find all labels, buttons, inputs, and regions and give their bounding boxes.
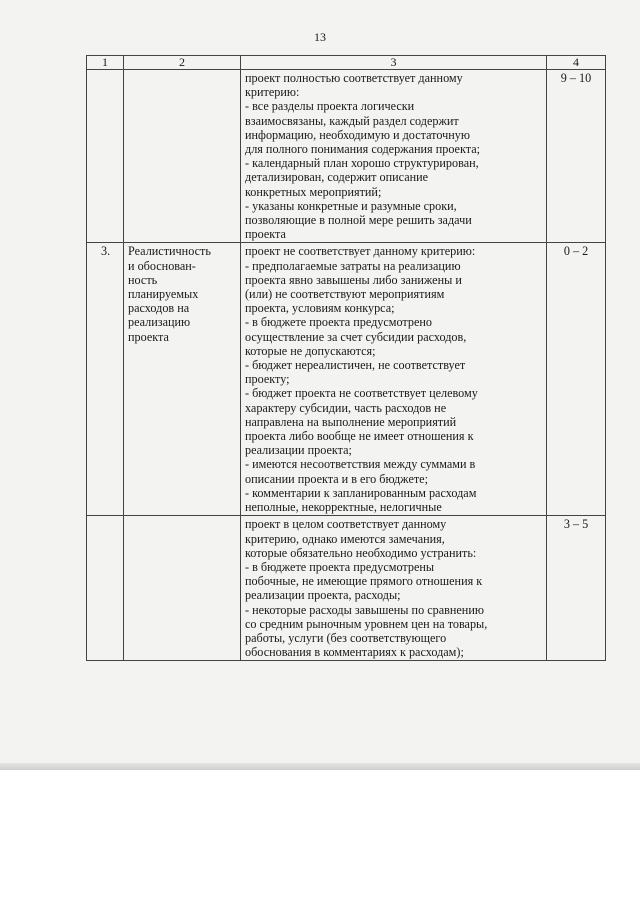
page-edge-shadow (0, 763, 640, 770)
description-line: побочные, не имеющие прямого отношения к (245, 574, 483, 589)
description-line: обоснования в комментариях к расходам); (245, 645, 464, 660)
criterion-cell (124, 70, 241, 243)
description-line: детализирован, содержит описание (245, 170, 429, 185)
criterion-cell (124, 243, 241, 516)
score-cell: 9 – 10 (547, 70, 606, 243)
description-line: - в бюджете проекта предусмотрено (245, 315, 433, 330)
description-line: - календарный план хорошо структурирован, (245, 156, 479, 171)
description-line: взаимосвязаны, каждый раздел содержит (245, 113, 459, 128)
score-cell: 3 – 5 (547, 516, 606, 661)
description-line: проекту; (245, 372, 290, 387)
description-line: со средним рыночным уровнем цен на товары, (245, 616, 488, 631)
header-cell: 3 (241, 56, 547, 70)
description-line: - все разделы проекта логически (245, 99, 415, 114)
description-line: работы, услуги (без соответствующего (245, 630, 447, 645)
description-line: - предполагаемые затраты на реализацию (245, 258, 461, 273)
description-line: - бюджет проекта не соответствует целевому (245, 386, 478, 401)
description-cell (241, 243, 547, 516)
criterion-line: Реалистичность (128, 244, 211, 259)
description-line: которые не допускаются; (245, 343, 376, 358)
header-cell: 4 (547, 56, 606, 70)
criterion-line: расходов на (128, 301, 190, 316)
description-line: конкретных мероприятий; (245, 184, 382, 199)
description-line: проект полностью соответствует данному (245, 71, 463, 85)
criterion-line: и обоснован- (128, 258, 196, 273)
table-row (87, 516, 606, 661)
page-number: 13 (314, 30, 326, 44)
criterion-line: ность (128, 272, 158, 287)
description-line: позволяющие в полной мере решить задачи (245, 213, 472, 228)
description-line: неполные, некорректные, нелогичные (245, 500, 442, 515)
header-cell: 2 (124, 56, 241, 70)
criteria-table (86, 55, 606, 661)
description-line: проект не соответствует данному критерию: (245, 244, 476, 259)
table-row (87, 243, 606, 516)
criterion-cell (124, 516, 241, 661)
row-number-cell (87, 70, 124, 243)
description-line: описании проекта и в его бюджете; (245, 471, 428, 486)
description-line: проекта либо вообще не имеет отношения к (245, 429, 474, 444)
description-line: критерию, однако имеются замечания, (245, 531, 445, 546)
description-line: - бюджет нереалистичен, не соответствует (245, 358, 466, 373)
description-line: (или) не соответствуют мероприятиям (245, 287, 445, 302)
description-line: осуществление за счет субсидии расходов, (245, 329, 467, 344)
description-line: реализации проекта, расходы; (245, 588, 401, 603)
description-line: реализации проекта; (245, 443, 352, 458)
description-cell (241, 70, 547, 243)
description-line: проект в целом соответствует данному (245, 517, 447, 532)
table-body (87, 70, 606, 661)
description-line: информацию, необходимую и достаточную (245, 127, 470, 142)
description-line: - в бюджете проекта предусмотрены (245, 559, 435, 574)
description-line: - имеются несоответствия между суммами в (245, 457, 476, 472)
description-line: для полного понимания содержания проекта; (245, 142, 481, 157)
description-line: - указаны конкретные и разумные сроки, (245, 198, 457, 213)
description-line: - комментарии к запланированным расходам (245, 485, 477, 500)
row-number-cell: 3. (87, 243, 124, 516)
description-line: - некоторые расходы завышены по сравнению (245, 602, 484, 617)
description-line: проекта, условиям конкурса; (245, 301, 395, 316)
criterion-line: реализацию (128, 315, 191, 330)
description-line: которые обязательно необходимо устранить: (245, 545, 477, 560)
header-cell: 1 (87, 56, 124, 70)
score-cell: 0 – 2 (547, 243, 606, 516)
description-cell (241, 516, 547, 661)
description-line: характеру субсидии, часть расходов не (245, 400, 447, 415)
criterion-line: проекта (128, 329, 169, 344)
table-row (87, 70, 606, 243)
description-line: проекта явно завышены либо занижены и (245, 272, 462, 287)
description-line: проекта (245, 227, 286, 242)
description-line: направлена на выполнение мероприятий (245, 414, 457, 429)
criterion-line: планируемых (128, 287, 199, 302)
table-header-row (87, 56, 606, 70)
description-line: критерию: (245, 85, 300, 100)
row-number-cell (87, 516, 124, 661)
